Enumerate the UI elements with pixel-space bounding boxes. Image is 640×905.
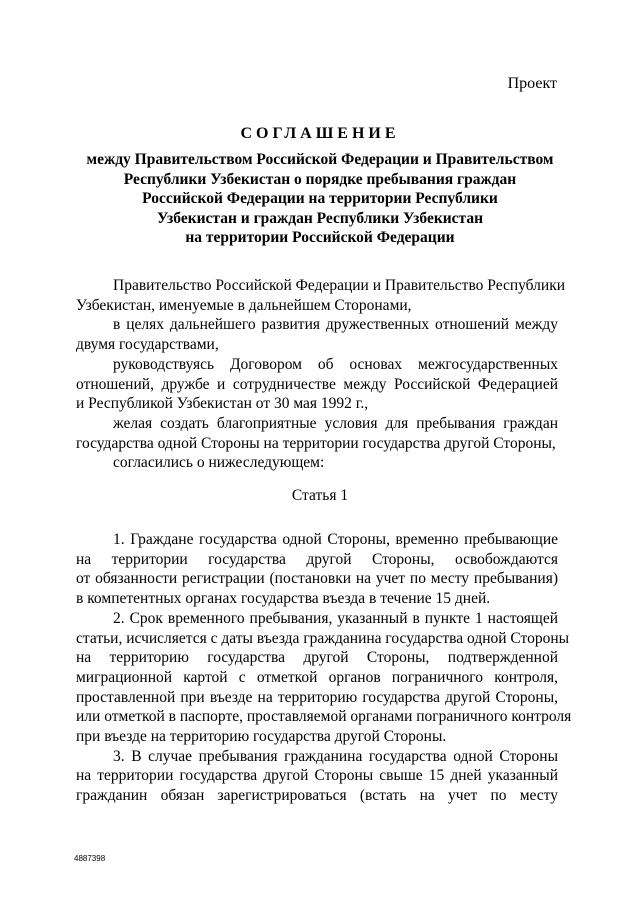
text-line: государства одной Стороны на территории государства другой Стороны, [76,434,556,452]
text-line: от обязанности регистрации (постановки на учет по месту пребывания) [76,570,558,588]
text-line: желая создать благоприятные условия для пребывания граждан [113,414,558,432]
text-line: на территории государства другой Стороны свыше 15 дней указанный [76,767,558,785]
article-paragraph-3 [76,747,558,806]
article-paragraph-2 [76,609,572,747]
article-paragraph-1 [76,530,558,609]
text-line: проставленной при въезде на территорию государства другой Стороны, [76,688,558,706]
text-line: на территории государства другой Стороны, освобождаются [76,550,558,568]
document-title: СОГЛАШЕНИЕ [240,125,400,142]
subtitle-line: Российской Федерации на территории Республики [142,190,498,207]
text-line: и Республикой Узбекистан от 30 мая 1992 г., [76,395,369,413]
text-line: 2. Срок временного пребывания, указанный в пункте 1 настоящей [113,609,558,627]
article-body [76,530,572,806]
text-line: гражданин обязан зарегистрироваться (встать на учет по месту [76,787,558,805]
text-line: согласились о нижеследующем: [113,454,325,472]
text-line: 3. В случае пребывания гражданина государства одной Стороны [113,747,558,765]
text-line: Узбекистан, именуемые в дальнейшем Сторонами, [76,296,412,314]
subtitle-line: Республики Узбекистан о порядке пребывания граждан [123,170,517,188]
text-line: статьи, исчисляется с даты въезда гражданина государства одной Стороны [76,629,570,647]
preamble-paragraph-5 [76,453,558,473]
text-line: руководствуясь Договором об основах межгосударственных [113,355,558,373]
draft-label: Проект [507,75,557,92]
text-line: 1. Граждане государства одной Стороны, временно пребывающие [113,531,558,548]
preamble [76,276,566,473]
document-subtitle [60,150,580,248]
text-line: миграционной картой с отметкой органов пограничного контроля, [76,668,558,686]
text-line: Правительство Российской Федерации и Правительство Республики [113,277,566,294]
preamble-paragraph-3 [76,355,558,414]
text-line: двумя государствами, [76,336,219,354]
text-line: при въезде на территорию государства другой Стороны. [76,728,447,746]
text-line: или отметкой в паспорте, проставляемой органами пограничного контроля [76,708,572,726]
preamble-paragraph-1 [76,276,566,315]
subtitle-line: Узбекистан и граждан Республики Узбекистан [156,209,484,227]
article-heading: Статья 1 [291,487,349,504]
text-line: на территорию государства другой Стороны, подтвержденной [76,649,558,667]
subtitle-line: на территории Российской Федерации [185,229,455,246]
preamble-paragraph-2 [76,315,558,354]
text-line: отношений, дружбе и сотрудничестве между Российской Федерацией [76,375,558,393]
document-code: 4887398 [74,854,106,863]
text-line: в компетентных органах государства въезда в течение 15 дней. [76,590,491,608]
text-line: в целях дальнейшего развития дружественных отношений между [113,316,558,334]
subtitle-line: между Правительством Российской Федерации и Правительством [86,151,554,168]
preamble-paragraph-4 [76,414,558,453]
